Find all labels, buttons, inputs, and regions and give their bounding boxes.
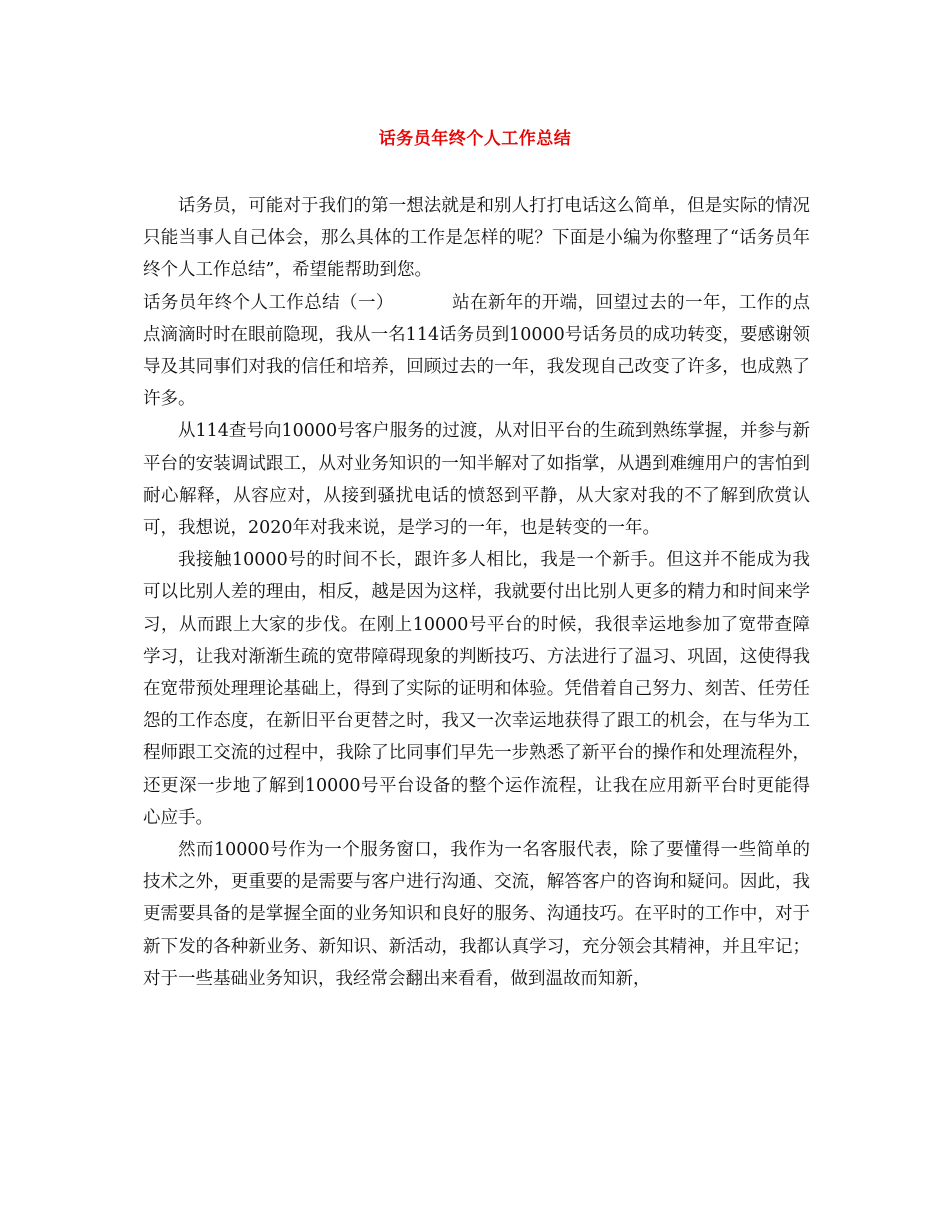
section-first-text: 站在新年的开端，回望过去的一年，工作的点点滴滴时时在眼前隐现，我从一名114话务员到10000号话务员的成功转变，要感谢领导及其同事们对我的信任和培养，回顾过去的一年，我发现自己改变了许多，也成熟了许多。: [143, 292, 810, 410]
document-title: 话务员年终个人工作总结: [378, 129, 572, 149]
body-paragraph: 然而10000号作为一个服务窗口，我作为一名客服代表，除了要懂得一些简单的技术之外，更重要的是需要与客户进行沟通、交流，解答客户的咨询和疑问。因此，我更需要具备的是掌握全面的业务知识和良好的服务、沟通技巧。在平时的工作中，对于新下发的各种新业务、新知识、新活动，我都认真学习，充分领会其精神，并且牢记；对于一些基础业务知识，我经常会翻出来看看，做到温故而知新，: [143, 840, 810, 989]
document-body: [143, 190, 810, 995]
body-paragraph: 从114查号向10000号客户服务的过渡，从对旧平台的生疏到熟练掌握，并参与新平台的安装调试跟工，从对业务知识的一知半解对了如指掌，从遇到难缠用户的害怕到耐心解释，从容应对，从接到骚扰电话的愤怒到平静，从大家对我的不了解到欣赏认可，我想说，2020年对我来说，是学习的一年，也是转变的一年。: [143, 421, 810, 539]
section-paragraph: [143, 287, 810, 416]
intro-paragraph: 话务员，可能对于我们的第一想法就是和别人打打电话这么简单，但是实际的情况只能当事人自己体会，那么具体的工作是怎样的呢？下面是小编为你整理了“话务员年终个人工作总结”，希望能帮助到您。: [143, 196, 810, 281]
body-paragraph: 我接触10000号的时间不长，跟许多人相比，我是一个新手。但这并不能成为我可以比别人差的理由，相反，越是因为这样，我就要付出比别人更多的精力和时间来学习，从而跟上大家的步伐。在刚上10000号平台的时候，我很幸运地参加了宽带查障学习，让我对渐渐生疏的宽带障碍现象的判断技巧、方法进行了温习、巩固，这使得我在宽带预处理理论基础上，得到了实际的证明和体验。凭借着自己努力、刻苦、任劳任怨的工作态度，在新旧平台更替之时，我又一次幸运地获得了跟工的机会，在与华为工程师跟工交流的过程中，我除了比同事们早先一步熟悉了新平台的操作和处理流程外，还更深一步地了解到10000号平台设备的整个运作流程，让我在应用新平台时更能得心应手。: [143, 550, 810, 828]
section-heading: 话务员年终个人工作总结（一）: [143, 292, 394, 313]
